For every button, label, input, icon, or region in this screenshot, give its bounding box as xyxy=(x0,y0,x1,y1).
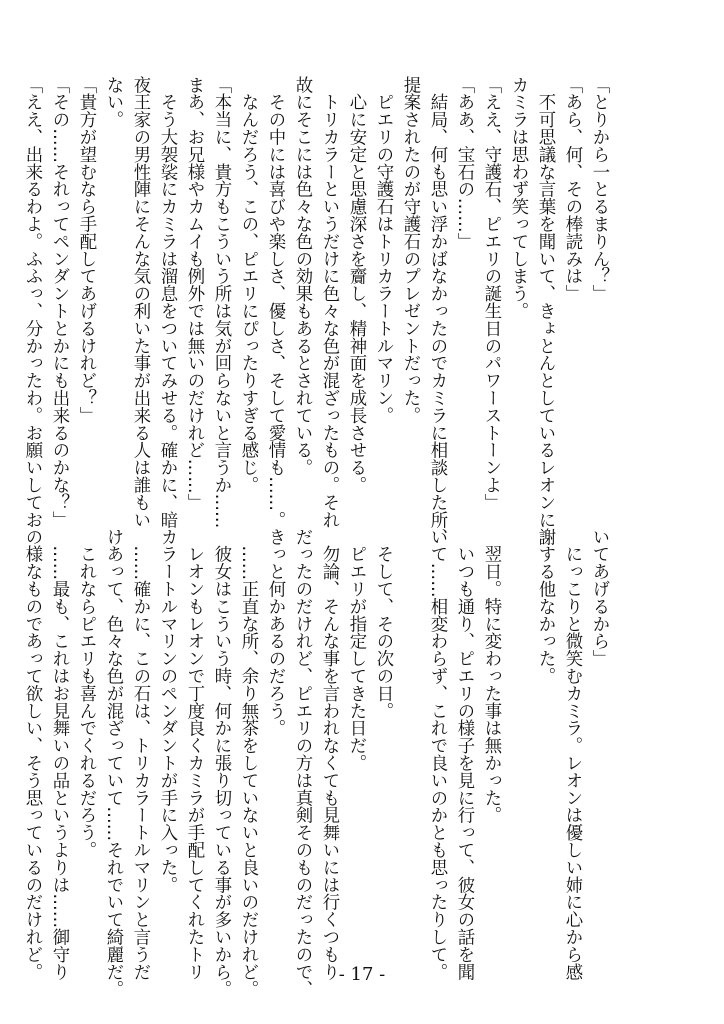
upper-text-block xyxy=(22,76,612,546)
text-line: 「とりから一とるまりん？」 xyxy=(589,76,609,303)
text-line: の様なものであって欲しい、そう思っているのだけれど。 xyxy=(22,528,42,981)
text-line: けあって、色々な色が混ざっていて……それでいて綺麗だ。 xyxy=(103,528,123,998)
text-line: いつも通り、ピエリの様子を見に行って、彼女の話を聞 xyxy=(454,528,474,981)
text-line: そして、その次の日。 xyxy=(373,528,393,720)
text-line: なんだろう、この、ピエリにぴったりすぎる感じ。 xyxy=(238,76,258,494)
text-line: 提案されたのが守護石のプレゼントだった。 xyxy=(400,76,420,424)
text-line: 結局、何も思い浮かばなかったのでカミラに相談した所、 xyxy=(427,76,447,546)
text-line: 不可思議な言葉を聞いて、きょとんとしているレオンに xyxy=(535,76,555,529)
text-line: ……正直な所、余り無茶をしていないと良いのだけれど。 xyxy=(238,528,258,998)
text-line: 彼女はこういう時、何かに張り切っている事が多いから。 xyxy=(211,528,231,998)
text-line: 「ええ、守護石、ピエリの誕生日のパワーストーンよ」 xyxy=(481,76,501,511)
text-line: ピエリが指定してきた日だ。 xyxy=(346,528,366,772)
text-line: ……最も、これはお見舞いの品というよりは……御守り xyxy=(49,528,69,981)
text-line: 故にそこには色々な色の効果もあるとされている。 xyxy=(292,76,312,477)
page-number: - 17 - xyxy=(338,964,386,985)
text-line: ……確かに、この石は、トリカラートルマリンと言うだ xyxy=(130,528,150,981)
text-line: 「ああ、宝石の……」 xyxy=(454,76,474,250)
text-line: まあ、お兄様やカムイも例外では無いのだけれど……」 xyxy=(184,76,204,511)
text-line: 心に安定と思慮深さを齎し、精神面を成長させる。 xyxy=(346,76,366,494)
text-line xyxy=(504,528,531,948)
text-line: レオンもレオンで丁度良くカミラが手配してくれたトリ xyxy=(184,528,204,981)
text-line: その中には喜びや楽しさ、優しさ、そして愛情も……。 xyxy=(265,76,285,529)
text-line: 勿論、そんな事を言われなくても見舞いには行くつもり xyxy=(319,528,339,981)
text-line: いて……相変わらず、これで良いのかとも思ったりして。 xyxy=(427,528,447,981)
text-line: トリカラーというだけに色々な色が混ざったもの。それ xyxy=(319,76,339,529)
text-line: 「貴方が望むなら手配してあげるけれど？」 xyxy=(76,76,96,424)
text-line: きっと何かあるのだろう。 xyxy=(265,528,285,737)
text-line: にっこりと微笑むカミラ。レオンは優しい姉に心から感 xyxy=(562,528,582,981)
text-line: ない。 xyxy=(103,76,123,129)
text-line: 夜王家の男性陣にそんな気の利いた事が出来る人は誰もい xyxy=(130,76,150,529)
text-line: 「あら、何、その棒読みは」 xyxy=(562,76,582,303)
text-line: 謝する他なかった。 xyxy=(535,528,555,685)
text-line: カラートルマリンのペンダントが手に入った。 xyxy=(157,528,177,894)
text-line: カミラは思わず笑ってしまう。 xyxy=(508,76,528,320)
text-line: そう大袈裟にカミラは溜息をついてみせる。確かに、暗 xyxy=(157,76,177,529)
text-line: これならピエリも喜んでくれるだろう。 xyxy=(76,528,96,859)
text-line: 「ええ、出来るわよ。ふふっ、分かったわ。お願いしてお xyxy=(22,76,42,529)
text-line: いてあげるから」 xyxy=(589,528,609,668)
text-line: 「その……それってペンダントとかにも出来るのかな？」 xyxy=(49,76,69,529)
text-line xyxy=(396,528,423,948)
text-line: ピエリの守護石はトリカラートルマリン。 xyxy=(373,76,393,424)
text-line: 翌日。特に変わった事は無かった。 xyxy=(481,528,501,824)
text-line: 「本当に、貴方もこういう所は気が回らないと言うか…… xyxy=(211,76,231,529)
text-line: だったのだけれど、ピエリの方は真剣そのものだったので、 xyxy=(292,528,312,998)
